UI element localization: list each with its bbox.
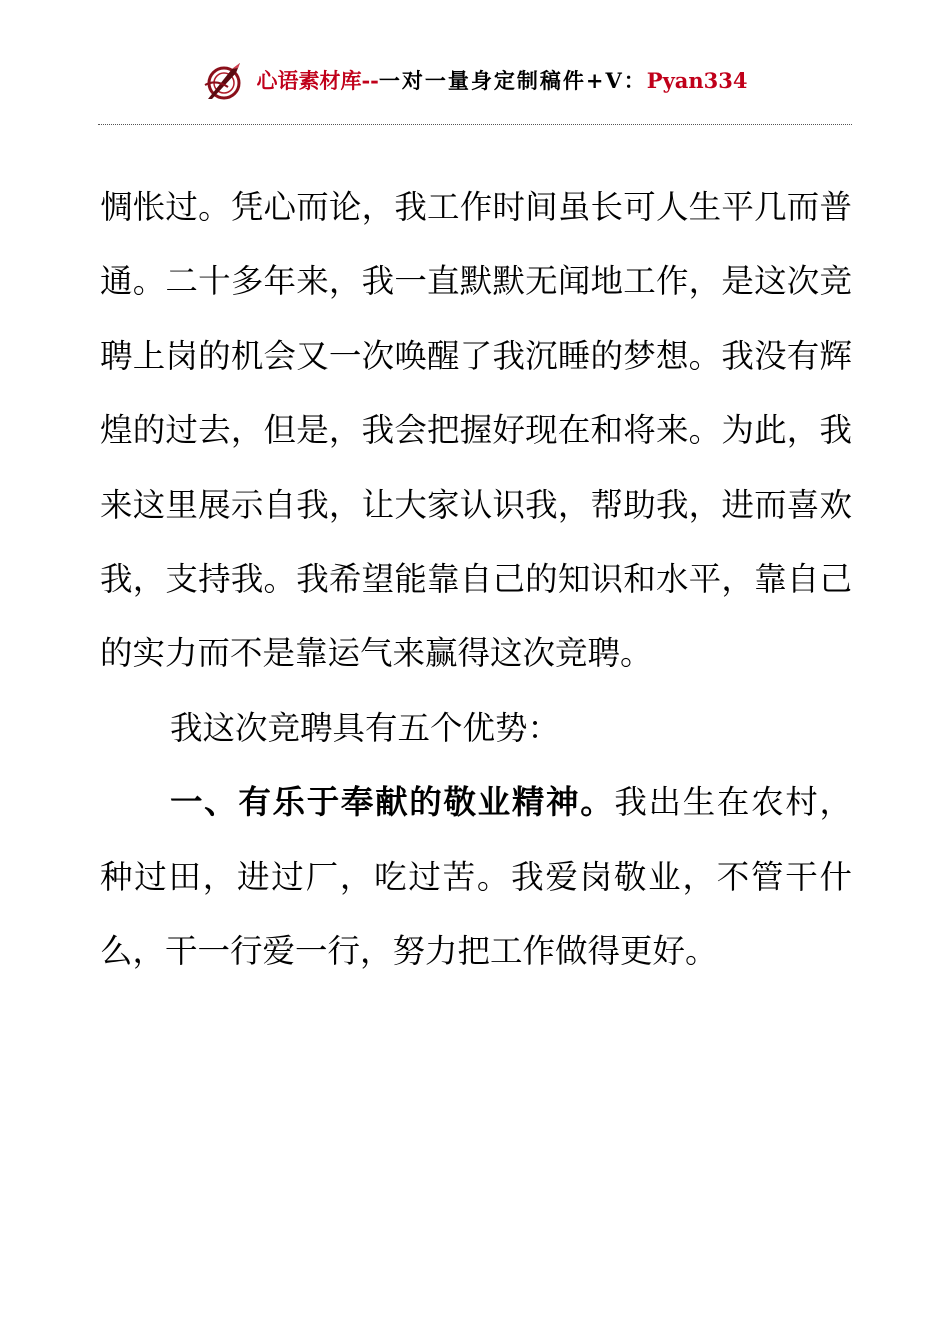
header-separator: -- bbox=[361, 68, 379, 93]
header-title bbox=[256, 59, 747, 103]
document-body bbox=[100, 170, 852, 988]
contact-id: Pyan334 bbox=[646, 68, 748, 93]
advantage-one-text: 我出生在农村，种过田，进过厂，吃过苦。我爱岗敬业，不管干什么，干一行爱一行，努力把工作做得更好。 bbox=[100, 783, 852, 971]
paragraph-advantage-one bbox=[100, 765, 852, 988]
quill-pen-seal-icon bbox=[202, 59, 246, 103]
header-divider bbox=[98, 124, 852, 125]
page-header bbox=[0, 58, 950, 104]
header-slogan: 一对一量身定制稿件+V： bbox=[378, 68, 647, 93]
advantage-one-heading: 一、有乐于奉献的敬业精神。 bbox=[170, 782, 615, 822]
paragraph-advantages-intro: 我这次竞聘具有五个优势： bbox=[170, 708, 561, 747]
paragraph-continued: 惆怅过。凭心而论，我工作时间虽长可人生平几而普通。二十多年来，我一直默默无闻地工作，是这次竞聘上岗的机会又一次唤醒了我沉睡的梦想。我没有辉煌的过去，但是，我会把握好现在和将来。为此，我来这里展示自我，让大家认识我，帮助我，进而喜欢我，支持我。我希望能靠自己的知识和水平，靠自己的实力而不是靠运气来赢得这次竞聘。 bbox=[100, 188, 852, 673]
brand-name: 心语素材库 bbox=[256, 68, 362, 93]
